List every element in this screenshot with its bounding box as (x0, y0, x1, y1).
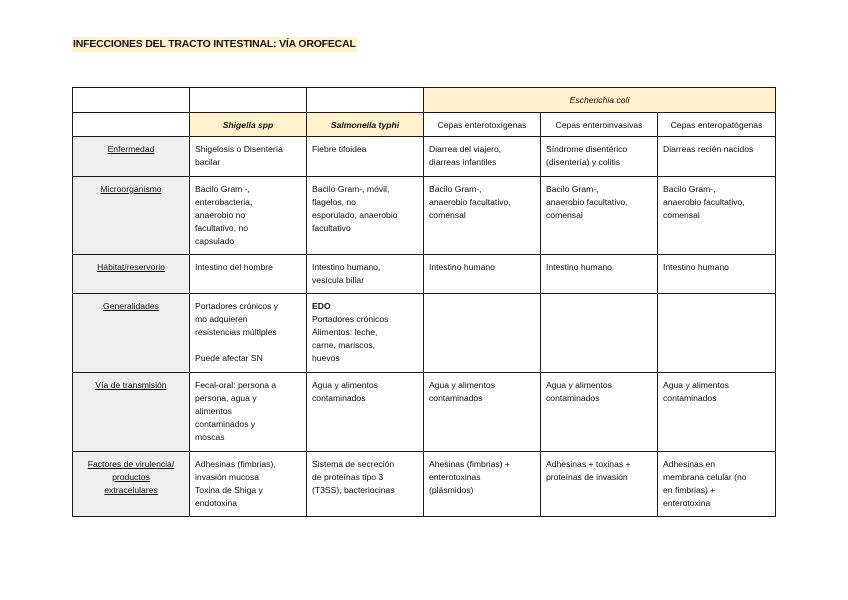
corner-cell (73, 88, 190, 113)
organism-header-salmonella: Salmonella typhi (307, 113, 424, 137)
cell-text-line: Agua y alimentos (429, 380, 495, 390)
cell (307, 294, 424, 373)
cell (424, 137, 541, 177)
cell (307, 255, 424, 294)
cell (190, 294, 307, 373)
cell-text-line: comensal (429, 210, 466, 220)
cell-text-line: mo adquieren (195, 314, 248, 324)
cell-text-line: enterobacteria, (195, 197, 253, 207)
cell-text-line: contaminados (429, 393, 483, 403)
empty-header-cell (307, 88, 424, 113)
cell (424, 452, 541, 517)
strain-header-epec: Cepas enteropatógenas (658, 113, 776, 137)
cell (307, 177, 424, 255)
cell-text-line: Adhesinas (fimbrias), (195, 459, 276, 469)
cell-text-line: Adhesinas + toxinas + (546, 459, 631, 469)
cell-text-line: Bacilo Gram-, (429, 184, 482, 194)
cell-text-line: Agua y alimentos (546, 380, 612, 390)
cell-text-line: Diarrea del viajero, (429, 144, 502, 154)
cell-text-line: en fimbrias) + (663, 485, 716, 495)
table-row (73, 373, 776, 452)
cell-text-line: facultativo (312, 223, 351, 233)
cell (307, 452, 424, 517)
cell-text-line: Portadores crónicos y (195, 301, 279, 311)
cell (424, 373, 541, 452)
cell-text-line: proteínas de invasión (546, 472, 628, 482)
row-header-factores (73, 452, 190, 517)
cell-text-line: Intestino humano, (312, 262, 381, 272)
cell-text-line: membrana celular (no (663, 472, 747, 482)
cell-text-line: de proteínas tipo 3 (312, 472, 384, 482)
cell-text-line: comensal (546, 210, 583, 220)
cell-text-line: Agua y alimentos (312, 380, 378, 390)
cell-text-line: Diarreas recién nacidos (663, 144, 754, 154)
cell-text-line: moscas (195, 432, 225, 442)
corner-cell (73, 113, 190, 137)
row-header-habitat: Hábitat/reservorio (73, 255, 190, 294)
comparison-table (72, 87, 776, 517)
cell-text-line: Bacilo Gram -, (195, 184, 250, 194)
cell-text-line: flagelos, no (312, 197, 356, 207)
row-header-microorganismo: Microorganismo (73, 177, 190, 255)
cell (424, 294, 541, 373)
organism-header-shigella: Shigella spp (190, 113, 307, 137)
cell-text-line: facultativo, no (195, 223, 249, 233)
header-row-group (73, 88, 776, 113)
cell-text-line: resistencias múltiples (195, 327, 277, 337)
cell-text-line: contaminados (663, 393, 717, 403)
cell-text-line: productos (112, 472, 150, 482)
cell-text-line: anaerobio facultativo, (546, 197, 628, 207)
cell (307, 373, 424, 452)
cell (541, 255, 658, 294)
cell (658, 255, 776, 294)
cell-text-line: Bacilo Gram-, (546, 184, 599, 194)
cell-text-line: carne, mariscos, (312, 340, 376, 350)
cell-text-line: Puede afectar SN (195, 353, 263, 363)
cell-text-line: endotoxina (195, 498, 238, 508)
cell-text-line: Alimentos: leche, (312, 327, 378, 337)
empty-header-cell (190, 88, 307, 113)
table-row (73, 177, 776, 255)
cell (190, 255, 307, 294)
table-row (73, 452, 776, 517)
cell-text-line: Shigelosis o Disentería (195, 144, 283, 154)
cell (658, 294, 776, 373)
cell-text-line: bacilar (195, 157, 221, 167)
cell-text-line: anaerobio facultativo, (429, 197, 511, 207)
cell-text-line: Intestino humano (663, 262, 729, 272)
cell-text-line: Fiebre tifoidea (312, 144, 367, 154)
cell-text-line: persona, agua y (195, 393, 257, 403)
cell-text-line: Bacilo Gram-, móvil, (312, 184, 390, 194)
cell-text-line: contaminados y (195, 419, 256, 429)
cell-text-line: Intestino del hombre (195, 262, 273, 272)
cell-text-line: Toxina de Shiga y (195, 485, 263, 495)
cell-text-line: Bacilo Gram-, (663, 184, 716, 194)
cell-text-line: Factores de virulencia/ (87, 459, 175, 469)
cell-text-line: capsulado (195, 236, 235, 246)
cell-text-line: Fecal-oral: persona a (195, 380, 277, 390)
cell (658, 373, 776, 452)
cell-text-block (195, 352, 301, 365)
cell-text-block (195, 300, 301, 339)
table-row (73, 255, 776, 294)
cell (190, 137, 307, 177)
cell-text-line: contaminados (312, 393, 366, 403)
cell (541, 452, 658, 517)
cell (307, 137, 424, 177)
cell (190, 373, 307, 452)
strain-header-etec: Cepas enterotoxígenas (424, 113, 541, 137)
row-header-via-transmision: Vía de transmisión (73, 373, 190, 452)
cell-text-line: contaminados (546, 393, 600, 403)
cell-text-line: Portadores crónicos (312, 314, 389, 324)
cell-text-line: (plásmidos) (429, 485, 474, 495)
cell (190, 452, 307, 517)
row-header-enfermedad: Enfermedad (73, 137, 190, 177)
cell (541, 294, 658, 373)
cell-text-line: vesícula biliar (312, 275, 365, 285)
cell-text-line: invasión mucosa (195, 472, 260, 482)
cell-text-line: extracelulares (104, 485, 158, 495)
cell-text-line: (T3SS), bacteriocinas (312, 485, 395, 495)
cell-text-line: (disentería) y colitis (546, 157, 621, 167)
cell (658, 177, 776, 255)
row-header-generalidades: Generalidades (73, 294, 190, 373)
table-row (73, 137, 776, 177)
cell-text-line: huevos (312, 353, 340, 363)
table-row (73, 294, 776, 373)
cell (190, 177, 307, 255)
cell (541, 373, 658, 452)
spacer (195, 339, 301, 352)
cell-text-line: alimentos (195, 406, 232, 416)
cell-text-line: enterotoxinas (429, 472, 481, 482)
cell (541, 177, 658, 255)
cell-text-line: Agua y alimentos (663, 380, 729, 390)
cell-text-line: Sistema de secreción (312, 459, 395, 469)
cell-text-line: Adhesinas en (663, 459, 716, 469)
cell-text-line: Intestino humano (429, 262, 495, 272)
cell-text-line: esporulado, anaerobio (312, 210, 398, 220)
cell-text-line: Síndrome disentérico (546, 144, 628, 154)
header-row-organisms (73, 113, 776, 137)
edo-label: EDO (312, 301, 331, 311)
cell (658, 137, 776, 177)
cell-text-line: anaerobio facultativo, (663, 197, 745, 207)
cell-text-block (312, 313, 418, 365)
cell-text-line: Ahesinas (fimbrias) + (429, 459, 510, 469)
cell (658, 452, 776, 517)
cell-text-line: anaerobio no (195, 210, 246, 220)
cell (424, 177, 541, 255)
cell-text-line: enterotoxina (663, 498, 711, 508)
cell (541, 137, 658, 177)
cell-text-line: Intestino humano (546, 262, 612, 272)
cell (424, 255, 541, 294)
cell-text-line: comensal (663, 210, 700, 220)
ecoli-group-header: Escherichia coli (424, 88, 776, 113)
cell-text-line: diarreas infantiles (429, 157, 497, 167)
page-title: INFECCIONES DEL TRACTO INTESTINAL: VÍA OROFECAL (73, 38, 356, 50)
strain-header-eiec: Cepas enteroinvasivas (541, 113, 658, 137)
